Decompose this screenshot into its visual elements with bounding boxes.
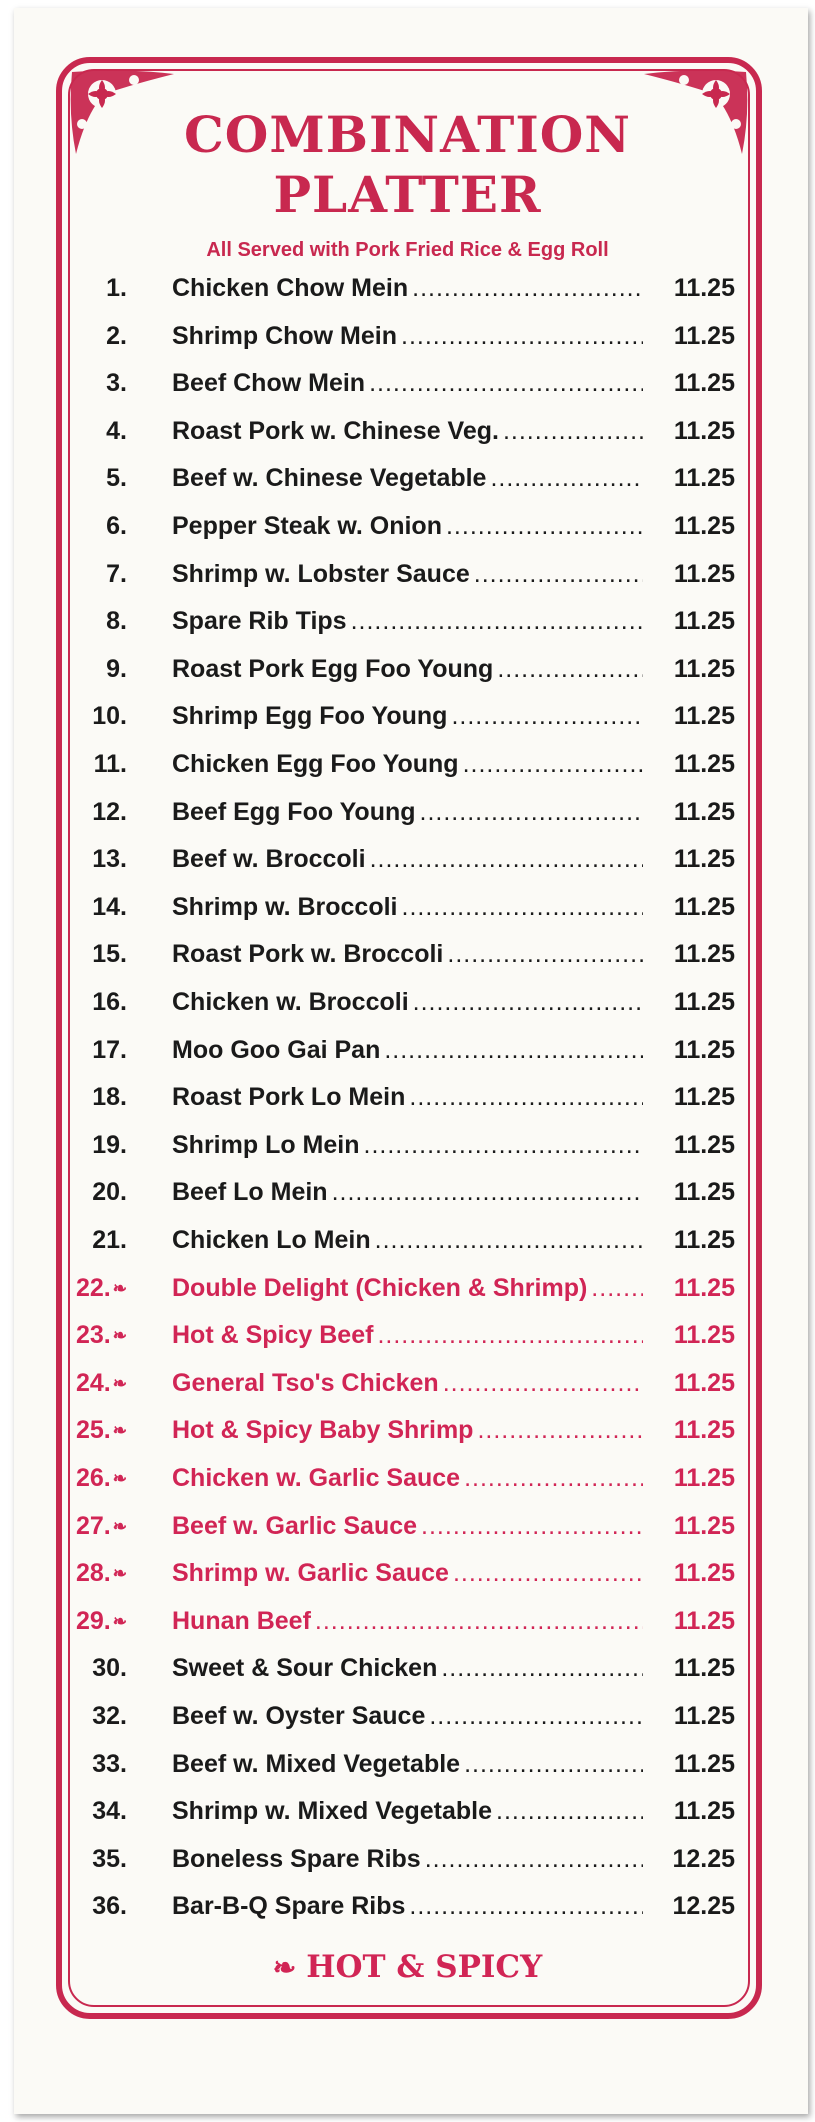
pepper-icon: ❧ — [112, 1611, 127, 1631]
menu-item-number: 15. — [92, 940, 127, 969]
menu-item-number: 19. — [92, 1130, 127, 1159]
menu-item-name: Chicken w. Broccoli — [172, 988, 409, 1016]
menu-item-name: Sweet & Sour Chicken — [172, 1654, 438, 1683]
menu-item — [0, 1553, 815, 1597]
menu-item-name: Roast Pork w. Broccoli — [172, 940, 444, 969]
menu-item-name: Chicken Lo Mein — [172, 1226, 371, 1254]
menu-item-name: Hunan Beef — [172, 1606, 311, 1635]
menu-item-number: 22. ❧ — [75, 1273, 127, 1302]
menu-item-number: 33. — [92, 1749, 127, 1778]
menu-item-name: Beef Lo Mein — [172, 1178, 328, 1207]
menu-title-line-1: COMBINATION — [184, 105, 631, 164]
menu-item — [0, 1839, 815, 1883]
menu-item-price: 11.25 — [643, 1036, 735, 1065]
menu-item-name: Moo Goo Gai Pan — [172, 1035, 381, 1064]
menu-item-name: Chicken Chow Mein — [172, 274, 409, 302]
menu-item-name: Hot & Spicy Baby Shrimp — [172, 1416, 474, 1445]
menu-item-number: 3. — [106, 369, 127, 398]
menu-item-name: Beef w. Mixed Vegetable — [172, 1749, 461, 1778]
menu-item-number: 12. — [92, 797, 127, 826]
menu-item — [0, 1458, 815, 1502]
menu-item-number: 2. — [106, 321, 127, 350]
menu-item-price: 11.25 — [643, 1512, 735, 1541]
menu-item-price: 12.25 — [643, 1845, 735, 1874]
menu-item — [0, 744, 815, 788]
menu-item-price: 11.25 — [643, 607, 735, 636]
menu-item-price: 11.25 — [643, 1083, 735, 1112]
menu-item — [0, 1268, 815, 1312]
menu-item-number: 6. — [106, 512, 127, 540]
menu-title-line-2: PLATTER — [273, 165, 542, 224]
menu-item — [0, 1125, 815, 1169]
menu-item-number: 23. ❧ — [75, 1321, 127, 1350]
menu-item — [0, 696, 815, 740]
menu-item-price: 11.25 — [643, 1797, 735, 1826]
menu-item-name: Pepper Steak w. Onion — [172, 512, 442, 540]
menu-item-number: 26. ❧ — [75, 1464, 127, 1492]
menu-item-name: Bar-B-Q Spare Ribs — [172, 1892, 406, 1921]
menu-item-number: 27. ❧ — [75, 1511, 127, 1540]
menu-item-name: Chicken Egg Foo Young — [172, 750, 459, 778]
menu-item — [0, 934, 815, 978]
menu-item-price: 11.25 — [643, 1131, 735, 1160]
menu-item-price: 11.25 — [643, 845, 735, 874]
menu-item — [0, 1791, 815, 1835]
menu-item-number: 25. ❧ — [75, 1416, 127, 1445]
menu-item-price: 11.25 — [643, 1274, 735, 1303]
menu-item-name: Beef Egg Foo Young — [172, 797, 416, 826]
menu-item-price: 11.25 — [643, 798, 735, 827]
menu-item-number: 35. — [92, 1844, 127, 1873]
menu-item — [0, 601, 815, 645]
menu-item-price: 11.25 — [643, 1559, 735, 1588]
menu-item — [0, 792, 815, 836]
pepper-icon: ❧ — [112, 1278, 127, 1298]
menu-item — [0, 1601, 815, 1645]
menu-item-price: 12.25 — [643, 1892, 735, 1921]
menu-item-price: 11.25 — [643, 1416, 735, 1445]
menu-item-name: Roast Pork Egg Foo Young — [172, 654, 494, 683]
menu-item-price: 11.25 — [643, 1654, 735, 1683]
menu-item-name: Beef w. Broccoli — [172, 845, 366, 874]
menu-item-price: 11.25 — [643, 417, 735, 446]
menu-item-price: 11.25 — [643, 1750, 735, 1779]
menu-item — [0, 1363, 815, 1407]
menu-item-price: 11.25 — [643, 1607, 735, 1636]
menu-item-number: 24. ❧ — [75, 1368, 127, 1397]
menu-item-name: Shrimp Chow Mein — [172, 321, 397, 350]
menu-item-price: 11.25 — [643, 1464, 735, 1493]
menu-item-number: 11. — [93, 750, 127, 778]
menu-item-price: 11.25 — [643, 322, 735, 351]
menu-item-name: Chicken w. Garlic Sauce — [172, 1464, 461, 1492]
pepper-icon: ❧ — [112, 1564, 127, 1584]
menu-item — [0, 268, 815, 312]
menu-item-number: 18. — [92, 1083, 127, 1112]
menu-item-price: 11.25 — [643, 464, 735, 493]
legend-label: HOT & SPICY — [306, 1949, 543, 1985]
menu-item-name: Shrimp w. Garlic Sauce — [172, 1559, 449, 1588]
menu-item-number: 30. — [92, 1654, 127, 1683]
pepper-icon: ❧ — [112, 1469, 127, 1488]
menu-item-price: 11.25 — [643, 750, 735, 779]
menu-item-number: 36. — [92, 1892, 127, 1921]
menu-item-name: Roast Pork Lo Mein — [172, 1083, 406, 1112]
menu-item-price: 11.25 — [643, 512, 735, 541]
menu-item-name: Shrimp Egg Foo Young — [172, 702, 448, 731]
menu-item — [0, 839, 815, 883]
menu-item-number: 20. — [92, 1178, 127, 1207]
menu-item-price: 11.25 — [643, 369, 735, 398]
menu-item — [0, 1744, 815, 1788]
pepper-icon: ❧ — [272, 1951, 297, 1984]
menu-item-name: Double Delight (Chicken & Shrimp) — [172, 1273, 588, 1302]
menu-item — [0, 411, 815, 455]
menu-item-name: General Tso's Chicken — [172, 1368, 439, 1397]
menu-item-name: Shrimp w. Broccoli — [172, 892, 398, 921]
menu-item — [0, 649, 815, 693]
menu-item-name: Spare Rib Tips — [172, 607, 347, 636]
menu-item — [0, 1648, 815, 1692]
menu-item-name: Beef Chow Mein — [172, 369, 366, 398]
pepper-icon: ❧ — [112, 1516, 127, 1536]
menu-item-name: Shrimp Lo Mein — [172, 1130, 360, 1159]
menu-item-price: 11.25 — [643, 655, 735, 684]
menu-item-number: 21. — [92, 1226, 127, 1254]
menu-item — [0, 1696, 815, 1740]
menu-item — [0, 506, 815, 550]
pepper-icon: ❧ — [112, 1326, 127, 1346]
menu-item — [0, 887, 815, 931]
menu-item — [0, 458, 815, 502]
menu-item-price: 11.25 — [643, 1369, 735, 1398]
menu-item-price: 11.25 — [643, 1226, 735, 1255]
menu-item-name: Roast Pork w. Chinese Veg. — [172, 416, 499, 445]
menu-item-name: Shrimp w. Lobster Sauce — [172, 559, 470, 588]
menu-item — [0, 554, 815, 598]
menu-item-number: 4. — [106, 416, 127, 445]
menu-item-price: 11.25 — [643, 274, 735, 303]
menu-item-number: 7. — [106, 559, 127, 588]
menu-item-name: Beef w. Chinese Vegetable — [172, 464, 487, 493]
menu-item — [0, 363, 815, 407]
menu-item-number: 8. — [106, 607, 127, 636]
menu-item — [0, 982, 815, 1026]
menu-item-price: 11.25 — [643, 1702, 735, 1731]
menu-item — [0, 316, 815, 360]
menu-item-price: 11.25 — [643, 940, 735, 969]
menu-item-price: 11.25 — [643, 988, 735, 1017]
menu-item — [0, 1886, 815, 1930]
menu-item — [0, 1506, 815, 1550]
menu-item — [0, 1030, 815, 1074]
menu-item-number: 16. — [92, 988, 127, 1016]
pepper-icon: ❧ — [112, 1373, 127, 1393]
menu-subtitle: All Served with Pork Fried Rice & Egg Roll — [206, 239, 609, 261]
menu-item-price: 11.25 — [643, 702, 735, 731]
menu-item — [0, 1410, 815, 1454]
pepper-icon: ❧ — [112, 1421, 127, 1441]
menu-item-name: Beef w. Garlic Sauce — [172, 1511, 418, 1540]
menu-item-price: 11.25 — [643, 893, 735, 922]
menu-item-number: 9. — [106, 654, 127, 683]
menu-item — [0, 1077, 815, 1121]
menu-item — [0, 1315, 815, 1359]
menu-item — [0, 1172, 815, 1216]
menu-item-name: Beef w. Oyster Sauce — [172, 1702, 426, 1730]
menu-item-number: 5. — [106, 464, 127, 493]
menu-item-name: Hot & Spicy Beef — [172, 1321, 374, 1350]
menu-item-number: 1. — [106, 274, 127, 302]
menu-item-name: Boneless Spare Ribs — [172, 1844, 421, 1873]
menu-item-number: 10. — [92, 702, 127, 731]
menu-item — [0, 1220, 815, 1264]
menu-item-number: 32. — [92, 1702, 127, 1730]
menu-item-number: 14. — [92, 892, 127, 921]
menu-item-number: 28. ❧ — [75, 1559, 127, 1588]
menu-item-price: 11.25 — [643, 1178, 735, 1207]
menu-item-number: 34. — [92, 1797, 127, 1826]
menu-item-price: 11.25 — [643, 560, 735, 589]
menu-item-number: 29. ❧ — [75, 1606, 127, 1635]
menu-item-number: 17. — [92, 1035, 127, 1064]
menu-item-name: Shrimp w. Mixed Vegetable — [172, 1797, 492, 1826]
menu-item-price: 11.25 — [643, 1321, 735, 1350]
menu-item-number: 13. — [92, 845, 127, 874]
hot-spicy-legend — [0, 1949, 815, 1985]
